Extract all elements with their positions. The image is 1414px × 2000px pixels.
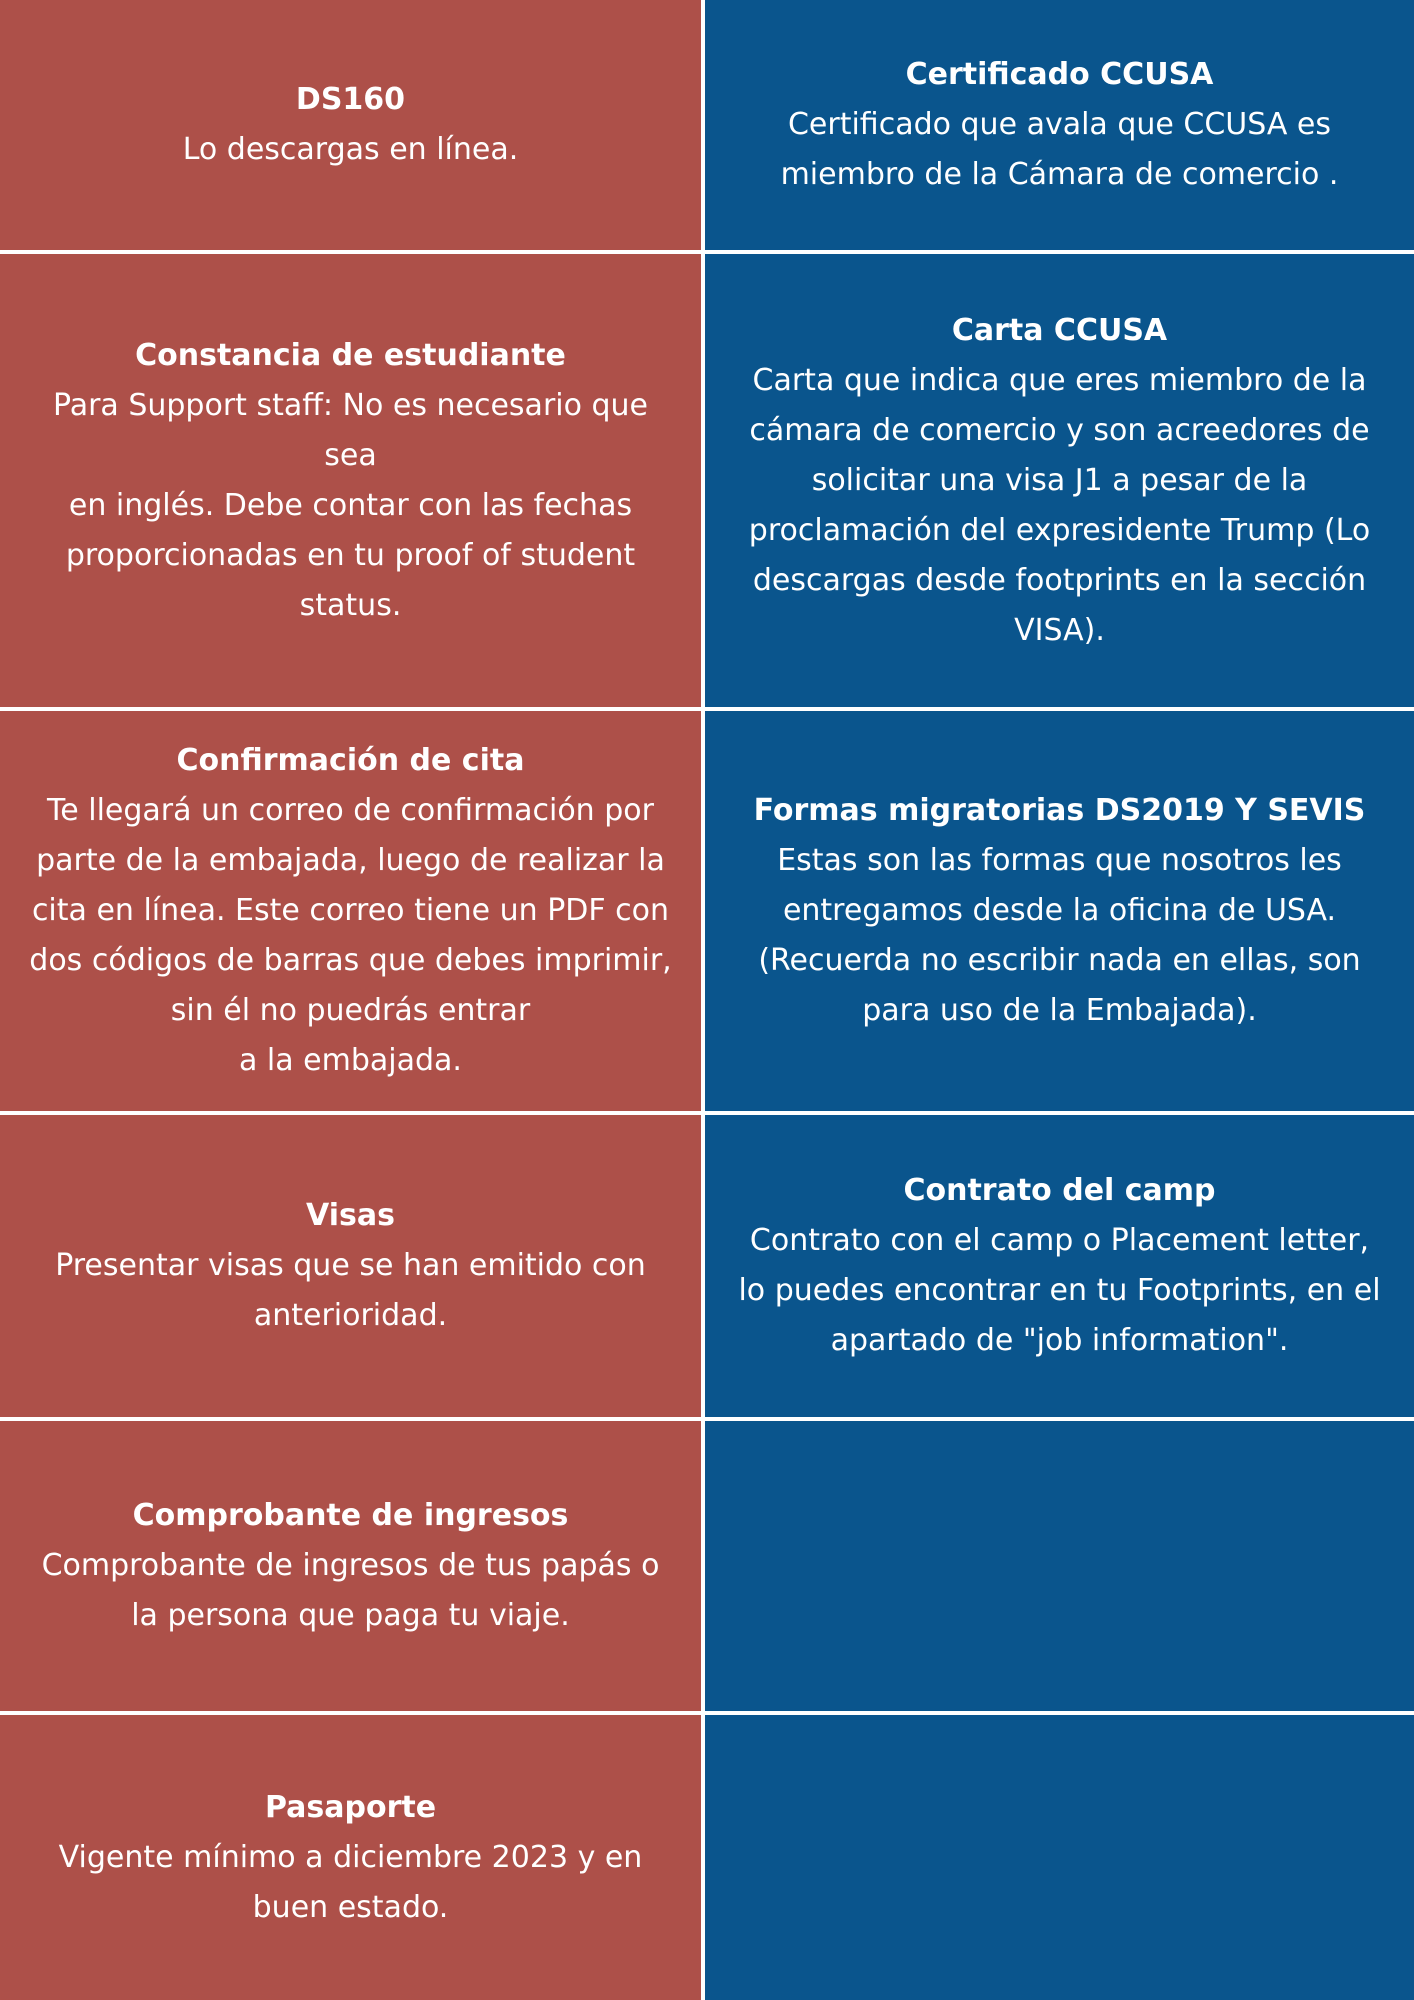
requirement-description: Contrato con el camp o Placement letter, lo puedes encontrar en tu Footprints, en el apartado de "job information". [738, 1223, 1381, 1358]
requirement-title: Certificado CCUSA [905, 57, 1214, 92]
requirement-title: Comprobante de ingresos [132, 1498, 569, 1533]
requirement-description: Certificado que avala que CCUSA es miembro de la Cámara de comercio . [780, 107, 1339, 192]
requirement-cell-constancia-estudiante [0, 254, 701, 711]
requirement-description: Vigente mínimo a diciembre 2023 y en buen estado. [58, 1839, 643, 1925]
requirement-title: Formas migratorias DS2019 Y SEVIS [753, 793, 1366, 828]
requirement-title: Constancia de estudiante [135, 337, 566, 373]
requirement-description: Carta que indica que eres miembro de la cámara de comercio y son acreedores de solicitar una visa J1 a pesar de la proclamación del expresidente Trump (Lo descargas desde footprints en la sección VISA). [748, 362, 1371, 648]
requirement-title: Visas [306, 1198, 395, 1233]
requirement-cell-empty [705, 1715, 1414, 2000]
requirement-cell-contrato-camp [705, 1115, 1414, 1421]
requirement-cell-comprobante-ingresos [0, 1421, 701, 1715]
requirement-title: Carta CCUSA [951, 312, 1168, 348]
requirement-description: Presentar visas que se han emitido con anterioridad. [55, 1248, 646, 1333]
requirement-cell-certificado-ccusa [705, 0, 1414, 254]
requirement-title: DS160 [295, 82, 406, 117]
requirement-description: Comprobante de ingresos de tus papás o la persona que paga tu viaje. [41, 1548, 660, 1633]
requirement-cell-pasaporte [0, 1715, 701, 2000]
requirement-title: Confirmación de cita [176, 743, 525, 778]
requirement-description: Lo descargas en línea. [182, 132, 519, 167]
requirement-cell-ds160 [0, 0, 701, 254]
requirement-title: Contrato del camp [903, 1173, 1216, 1208]
requirement-cell-confirmacion-cita [0, 711, 701, 1115]
requirement-cell-formas-migratorias [705, 711, 1414, 1115]
requirement-title: Pasaporte [264, 1789, 437, 1825]
requirement-description: Estas son las formas que nosotros les entregamos desde la oficina de USA. (Recuerda no escribir nada en ellas, son para uso de la Embajada). [758, 843, 1361, 1028]
requirement-cell-visas [0, 1115, 701, 1421]
requirement-cell-empty [705, 1421, 1414, 1715]
requirement-description: Te llegará un correo de confirmación por parte de la embajada, luego de realizar la cita en línea. Este correo tiene un PDF con dos códigos de barras que debes imprimir, sin él no puedrás entrar a la embajada. [29, 793, 672, 1078]
requirement-cell-carta-ccusa [705, 254, 1414, 711]
requirement-description: Para Support staff: No es necesario que sea en inglés. Debe contar con las fechas proporcionadas en tu proof of student status. [52, 387, 649, 623]
